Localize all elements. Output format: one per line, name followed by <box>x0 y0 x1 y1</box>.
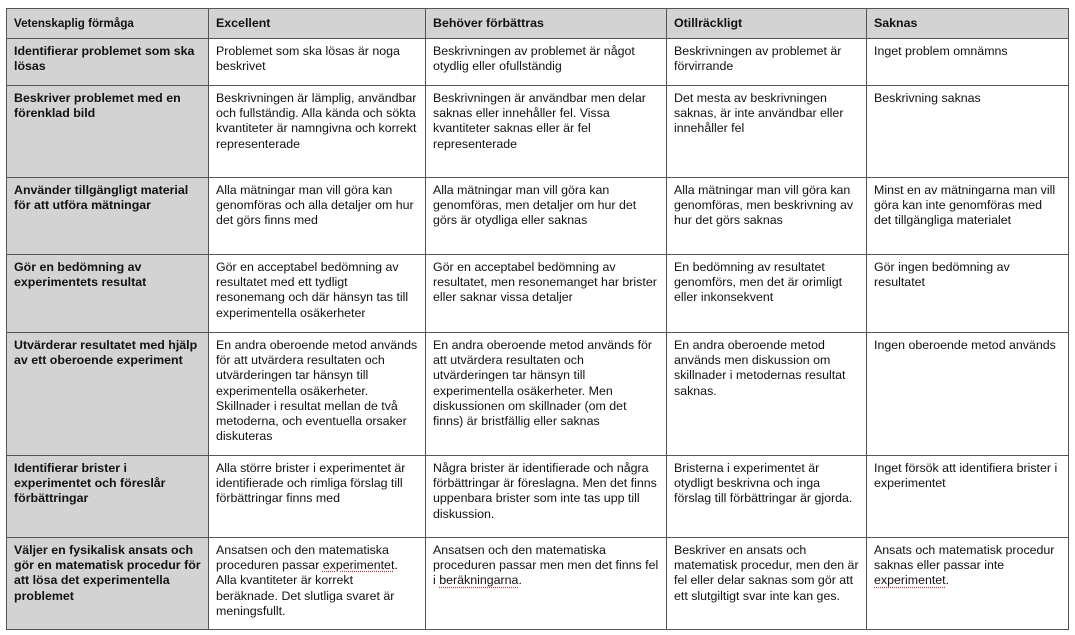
table-row <box>7 39 1069 86</box>
missing-cell: Beskrivning saknas <box>867 86 1069 178</box>
assessment-rubric-table <box>6 8 1069 630</box>
table-row <box>7 538 1069 630</box>
header-needs-improvement: Behöver förbättras <box>426 9 667 39</box>
needs-improvement-cell: Beskrivningen är användbar men delar saknas eller innehåller fel. Vissa kvantiteter saknas eller är fel representerade <box>426 86 667 178</box>
insufficient-cell: Det mesta av beskrivningen saknas, är inte användbar eller innehåller fel <box>667 86 867 178</box>
needs-improvement-cell: Alla mätningar man vill göra kan genomföras, men detaljer om hur det görs är otydliga eller saknas <box>426 178 667 255</box>
missing-cell: Inget problem omnämns <box>867 39 1069 86</box>
insufficient-cell: Alla mätningar man vill göra kan genomföras, men beskrivning av hur det görs saknas <box>667 178 867 255</box>
criterion-cell: Identifierar problemet som ska lösas <box>7 39 209 86</box>
missing-text-end: . <box>945 573 950 588</box>
excellent-cell <box>209 538 426 630</box>
excellent-cell: Beskrivningen är lämplig, användbar och fullständig. Alla kända och sökta kvantiteter är namngivna och korrekt representerade <box>209 86 426 178</box>
spellcheck-word: experimentet <box>322 558 395 573</box>
missing-cell: Gör ingen bedömning av resultatet <box>867 255 1069 333</box>
table-row <box>7 255 1069 333</box>
needs-improvement-cell <box>426 538 667 630</box>
header-row <box>7 9 1069 39</box>
needs-improvement-cell: Gör en acceptabel bedömning av resultatet, men resonemanget har brister eller saknar vissa detaljer <box>426 255 667 333</box>
table-row <box>7 178 1069 255</box>
needs-improvement-cell: Några brister är identifierade och några förbättringar är föreslagna. Men det finns uppenbara brister som inte tas upp till diskussion. <box>426 456 667 538</box>
excellent-text-start: Ansatsen och den matematiska proceduren passar <box>216 543 389 573</box>
criterion-cell: Beskriver problemet med en förenklad bild <box>7 86 209 178</box>
excellent-cell: Alla mätningar man vill göra kan genomföras och alla detaljer om hur det görs finns med <box>209 178 426 255</box>
table-row <box>7 86 1069 178</box>
criterion-cell: Väljer en fysikalisk ansats och gör en matematisk procedur för att lösa det experimentella problemet <box>7 538 209 630</box>
missing-cell: Inget försök att identifiera brister i experimentet <box>867 456 1069 538</box>
missing-cell <box>867 538 1069 630</box>
excellent-cell: En andra oberoende metod används för att utvärdera resultaten och utvärderingen tar hänsyn till experimentella osäkerheter. Skillnader i resultat mellan de två metoderna, och eventuella orsaker diskuteras <box>209 333 426 456</box>
rubric-body <box>7 39 1069 630</box>
header-missing: Saknas <box>867 9 1069 39</box>
header-criterion: Vetenskaplig förmåga <box>7 9 209 39</box>
needs-improvement-cell: Beskrivningen av problemet är något otydlig eller ofullständig <box>426 39 667 86</box>
spellcheck-word: beräkningarna <box>439 573 519 588</box>
insufficient-cell: Beskriver en ansats och matematisk procedur, men den är fel eller delar saknas som gör att ett slutgiltigt svar inte kan ges. <box>667 538 867 630</box>
missing-cell: Minst en av mätningarna man vill göra kan inte genomföras med det tillgängliga materialet <box>867 178 1069 255</box>
header-insufficient: Otillräckligt <box>667 9 867 39</box>
missing-cell: Ingen oberoende metod används <box>867 333 1069 456</box>
excellent-cell: Problemet som ska lösas är noga beskrivet <box>209 39 426 86</box>
insufficient-cell: Beskrivningen av problemet är förvirrande <box>667 39 867 86</box>
criterion-cell: Använder tillgängligt material för att utföra mätningar <box>7 178 209 255</box>
criterion-cell: Gör en bedömning av experimentets resultat <box>7 255 209 333</box>
insufficient-cell: En bedömning av resultatet genomförs, men det är orimligt eller inkonsekvent <box>667 255 867 333</box>
needs-text-start: Ansatsen och den matematiska proceduren passar men men det finns fel i <box>433 543 659 588</box>
insufficient-cell: Bristerna i experimentet är otydligt beskrivna och inga förslag till förbättringar är gjorda. <box>667 456 867 538</box>
excellent-cell: Gör en acceptabel bedömning av resultatet med ett tydligt resonemang och där hänsyn tas till experimentella osäkerheter <box>209 255 426 333</box>
needs-improvement-cell: En andra oberoende metod används för att utvärdera resultaten och utvärderingen tar hänsyn till experimentella osäkerheter. Men diskussionen om skillnader (om det finns) är bristfällig eller saknas <box>426 333 667 456</box>
header-excellent: Excellent <box>209 9 426 39</box>
spellcheck-word: experimentet <box>874 573 946 588</box>
criterion-cell: Utvärderar resultatet med hjälp av ett oberoende experiment <box>7 333 209 456</box>
excellent-text-end: . Alla kvantiteter är korrekt beräknade. Det slutliga svaret är meningsfullt. <box>216 558 398 618</box>
criterion-cell: Identifierar brister i experimentet och föreslår förbättringar <box>7 456 209 538</box>
needs-text-end: . <box>518 573 522 588</box>
table-row <box>7 456 1069 538</box>
rubric-header <box>7 9 1069 39</box>
insufficient-cell: En andra oberoende metod används men diskussion om skillnader i metodernas resultat saknas. <box>667 333 867 456</box>
excellent-cell: Alla större brister i experimentet är identifierade och rimliga förslag till förbättringar finns med <box>209 456 426 538</box>
missing-text-start: Ansats och matematisk procedur saknas eller passar inte <box>874 543 1055 573</box>
table-row <box>7 333 1069 456</box>
